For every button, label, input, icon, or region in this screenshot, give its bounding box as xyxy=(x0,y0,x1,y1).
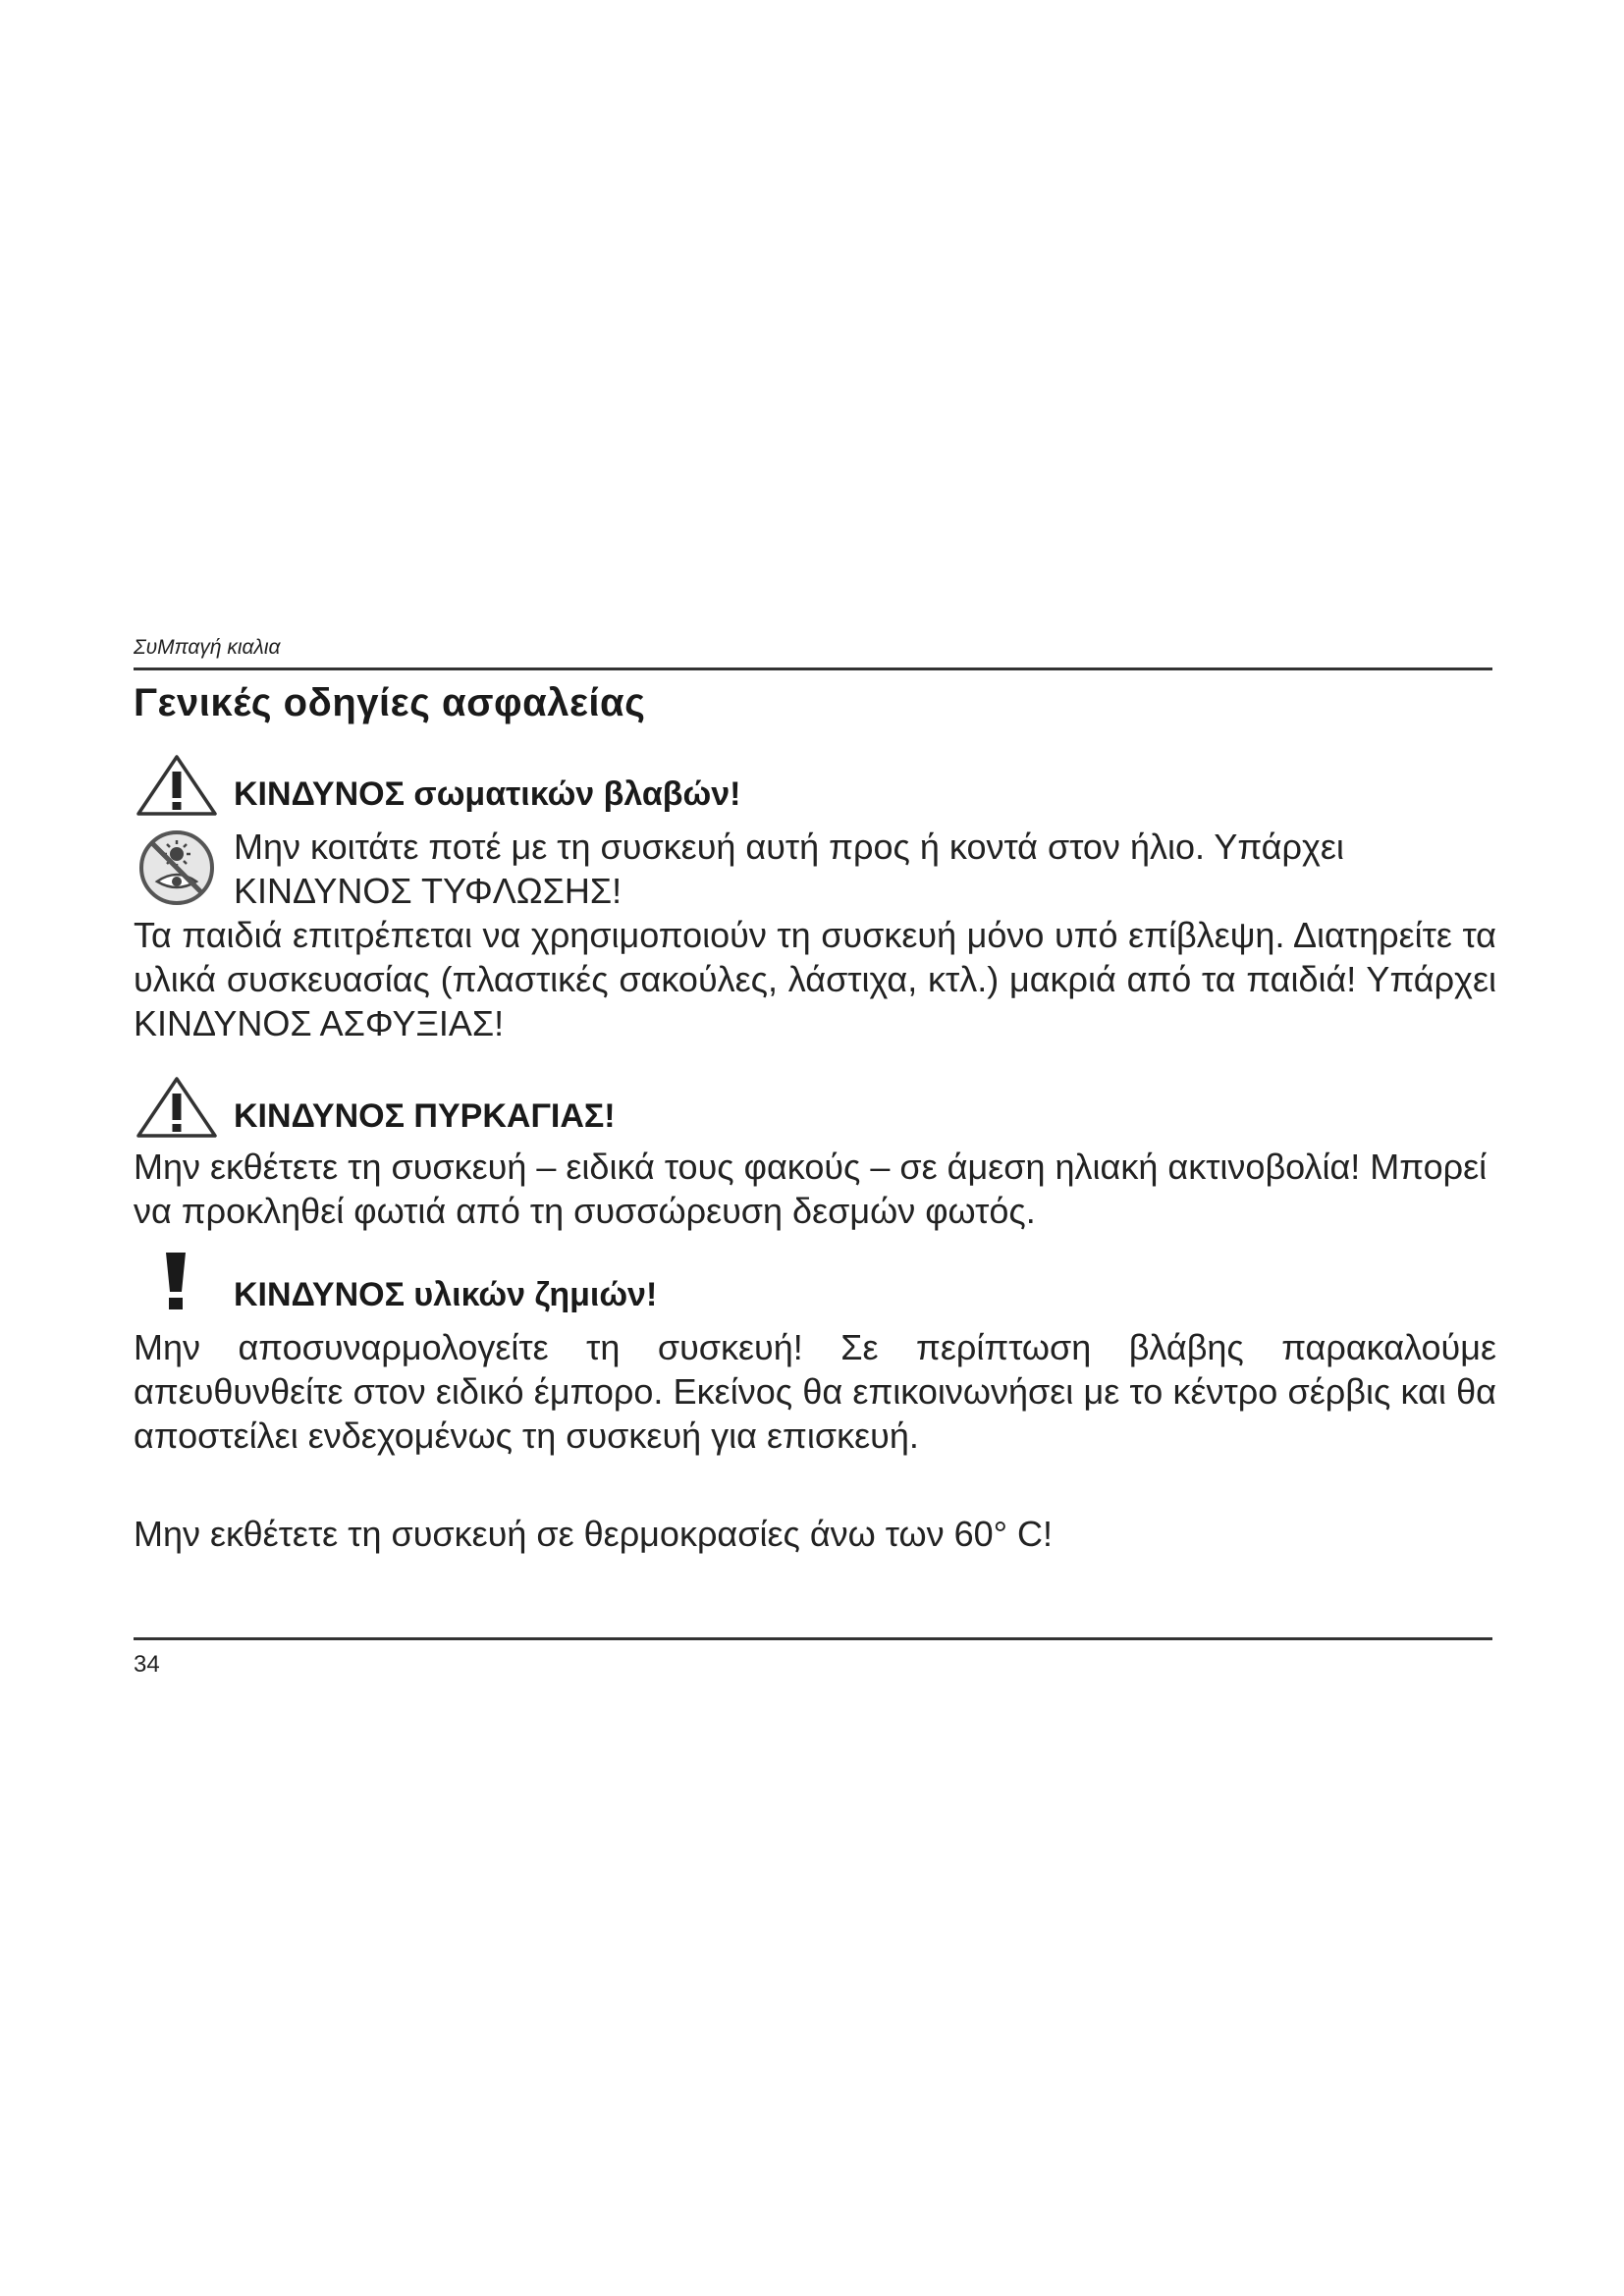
temperature-note: Μην εκθέτετε τη συσκευή σε θερμοκρασίες άνω των 60° C! xyxy=(134,1514,1054,1554)
warning-heading-injury: ΚΙΝΔΥΝΟΣ σωματικών βλαβών! xyxy=(234,775,741,813)
page-number: 34 xyxy=(134,1651,160,1678)
warning-injury-text: Τα παιδιά επιτρέπεται να χρησιμοποιούν τη συσκευή μόνο υπό επίβλεψη. Διατηρείτε τα υλικά συσκευασίας (πλαστικές σακούλες, λάστιχα, κτλ.) μακριά από τα παιδιά! Υπάρχει ΚΙΝΔΥΝΟΣ ΑΣΦΥΞΙΑΣ! xyxy=(134,915,1496,1043)
warning-sun-text: Μην κοιτάτε ποτέ με τη συσκευή αυτή προς ή κοντά στον ήλιο. Υπάρχει ΚΙΝΔΥΝΟΣ ΤΥΦΛΩΣΗΣ! xyxy=(234,827,1344,911)
warning-triangle-icon xyxy=(135,1076,218,1139)
warning-heading-fire: ΚΙΝΔΥΝΟΣ ΠΥΡΚΑΓΙΑΣ! xyxy=(234,1097,616,1135)
exclamation-icon xyxy=(165,1253,187,1311)
header-rule xyxy=(134,667,1492,670)
no-sun-viewing-icon xyxy=(137,828,216,907)
section-title: Γενικές οδηγίες ασφαλείας xyxy=(134,681,646,724)
running-header: ΣυΜπαγή κιαλια xyxy=(134,636,281,659)
warning-fire-text: Μην εκθέτετε τη συσκευή – ειδικά τους φακούς – σε άμεση ηλιακή ακτινοβολία! Μπορεί να προκληθεί φωτιά από τη συσσώρευση δεσμών φωτός. xyxy=(134,1147,1488,1231)
warning-triangle-icon xyxy=(135,754,218,817)
footer-rule xyxy=(134,1637,1492,1640)
warning-heading-damage: ΚΙΝΔΥΝΟΣ υλικών ζημιών! xyxy=(234,1276,658,1313)
warning-damage-text: Μην αποσυναρμολογείτε τη συσκευή! Σε περίπτωση βλάβης παρακαλούμε απευθυνθείτε στον ειδικό έμπορο. Εκείνος θα επικοινωνήσει με το κέντρο σέρβις και θα αποστείλει ενδεχομένως τη συσκευή για επισκευή. xyxy=(134,1327,1496,1456)
